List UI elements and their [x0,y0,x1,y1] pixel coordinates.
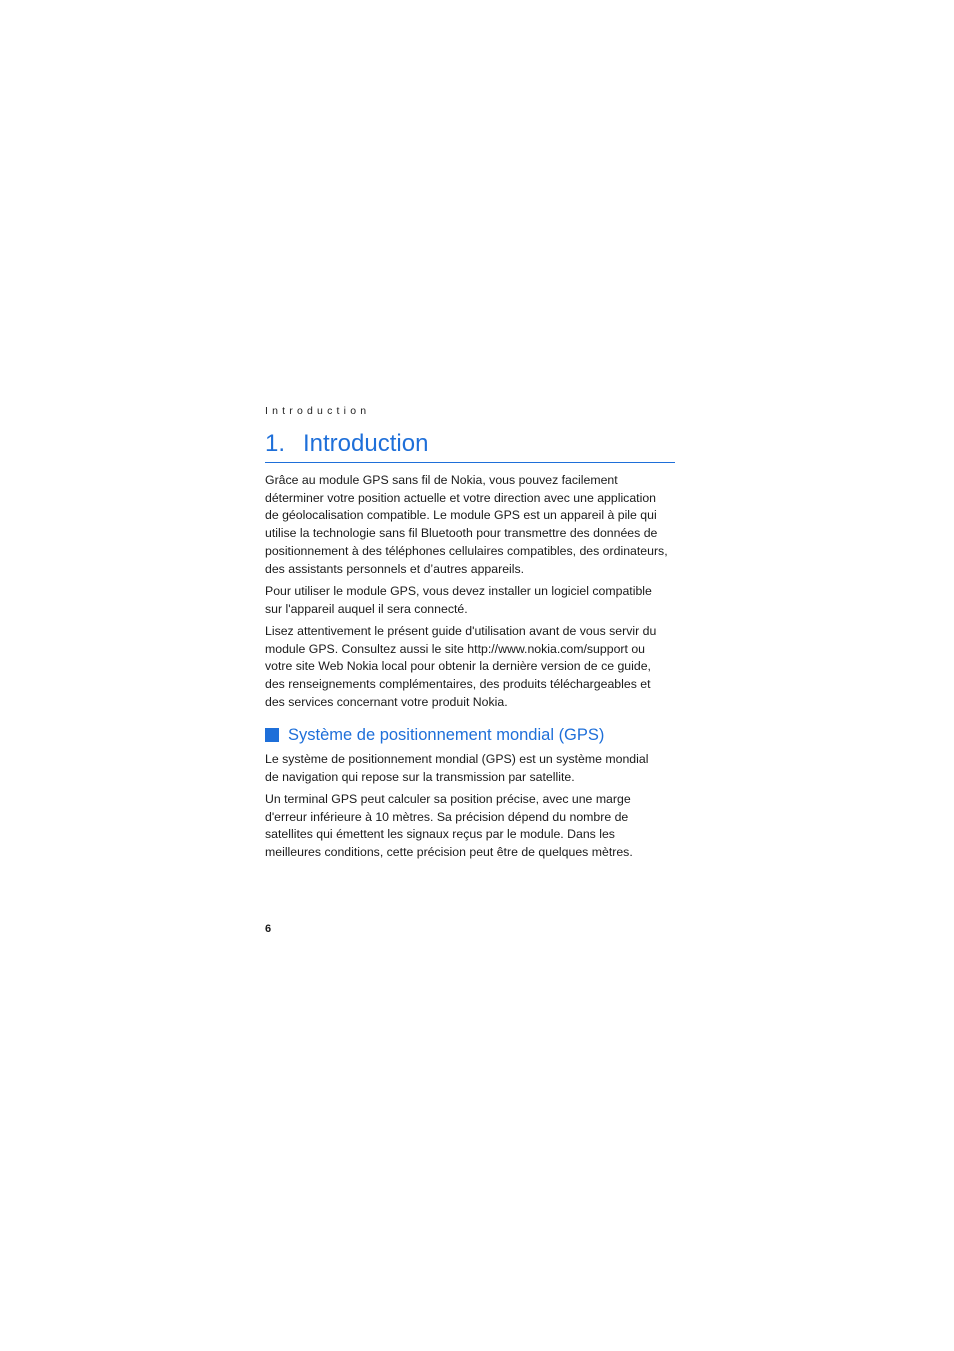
text-line: Lisez attentivement le présent guide d'utilisation avant de vous servir du [265,623,657,638]
text-line: d'erreur inférieure à 10 mètres. Sa précision dépend du nombre de [265,809,629,824]
text-line: des renseignements complémentaires, des produits téléchargeables et [265,676,651,691]
chapter-number: 1. [265,430,286,457]
text-line: Le système de positionnement mondial (GPS) est un système mondial [265,752,649,766]
section-text [265,751,675,866]
paragraph [265,751,675,786]
text-line: module GPS. Consultez aussi le site http://www.nokia.com/support ou [265,641,646,656]
paragraph [265,623,675,712]
text-line: sur l'appareil auquel il sera connecté. [265,601,468,616]
chapter-title: Introduction [303,430,429,457]
text-line: des services concernant votre produit Nokia. [265,694,508,709]
intro-text [265,472,675,716]
text-line: des assistants personnels et d’autres appareils. [265,561,525,576]
section-title: Système de positionnement mondial (GPS) [288,726,605,744]
paragraph [265,791,675,862]
text-line: Un terminal GPS peut calculer sa position précise, avec une marge [265,792,631,806]
text-line: déterminer votre position actuelle et votre direction avec une application [265,490,656,505]
paragraph [265,583,675,618]
square-bullet-icon [265,728,279,742]
text-line: Grâce au module GPS sans fil de Nokia, vous pouvez facilement [265,473,618,487]
page-number: 6 [265,923,272,935]
text-line: satellites qui émettent les signaux reçus par le module. Dans les [265,827,615,842]
text-line: de géolocalisation compatible. Le module GPS est un appareil à pile qui [265,508,657,523]
text-line: utilise la technologie sans fil Bluetooth pour transmettre des données de [265,526,658,541]
text-line: de navigation qui repose sur la transmission par satellite. [265,769,575,784]
text-line: meilleures conditions, cette précision peut être de quelques mètres. [265,845,633,860]
text-line: positionnement à des téléphones cellulaires compatibles, des ordinateurs, [265,543,668,558]
chapter-heading [265,428,675,463]
running-header: Introduction [265,405,371,417]
text-line: Pour utiliser le module GPS, vous devez installer un logiciel compatible [265,583,652,598]
text-line: votre site Web Nokia local pour obtenir la dernière version de ce guide, [265,659,651,674]
paragraph [265,472,675,578]
